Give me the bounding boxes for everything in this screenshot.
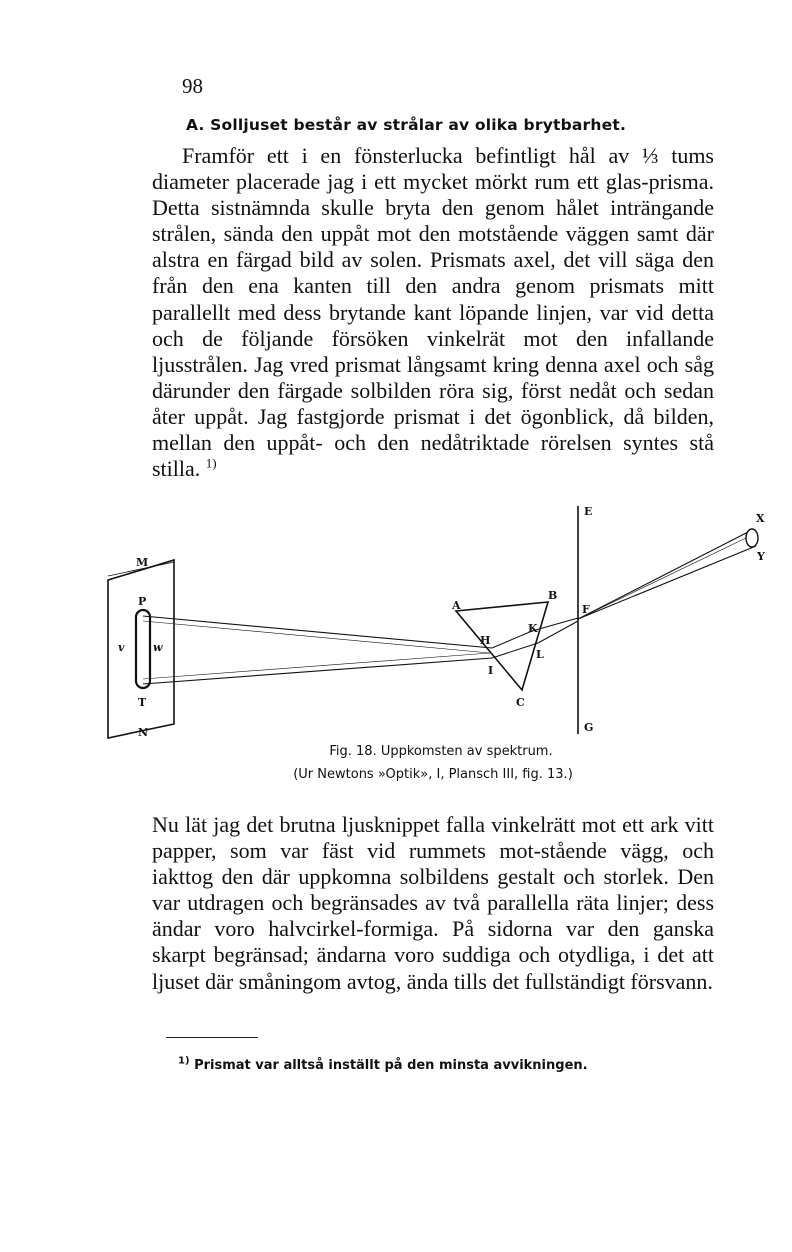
label-h: H xyxy=(480,634,491,647)
label-k: K xyxy=(528,622,538,635)
label-m: M xyxy=(136,556,149,569)
label-w: w xyxy=(153,641,163,654)
label-b: B xyxy=(548,589,558,602)
section-heading: A. Solljuset består av strålar av olika brytbarhet. xyxy=(186,116,627,134)
paragraph-2: Nu lät jag det brutna ljusknippet falla vinkelrätt mot ett ark vitt papper, som var fäst vid rummets mot-stående vägg, och iakttog den där uppkomna solbildens gestalt och storlek. Den var utdragen och begränsades av två parallella räta linjer; dess ändar voro halvcirkel-formiga. På sidorna var den ganska skarpt begränsad; ändarna voro suddiga och otydliga, i det att ljuset där småningom avtog, ända tills det fullständigt försvann. xyxy=(152,812,714,994)
spectrum-image-xy xyxy=(746,529,758,547)
footnote-text: Prismat var alltså inställt på den minsta avvikningen. xyxy=(194,1058,588,1073)
ray-fx-2 xyxy=(578,538,746,619)
ray-inside-1 xyxy=(492,631,532,648)
label-n: N xyxy=(138,726,149,739)
label-a: A xyxy=(452,599,461,612)
ray-lower xyxy=(143,658,492,684)
label-v: v xyxy=(118,641,125,654)
label-c: C xyxy=(516,696,525,709)
label-x: X xyxy=(756,512,765,525)
label-i: I xyxy=(488,664,494,677)
footnote-mark: 1) xyxy=(178,1055,190,1067)
ray-upper-2 xyxy=(143,621,490,653)
label-g: G xyxy=(584,721,594,734)
label-l: L xyxy=(536,648,544,661)
ray-lower-2 xyxy=(143,653,490,679)
ray-out-2 xyxy=(538,621,578,643)
figure-source: (Ur Newtons »Optik», I, Plansch III, fig. 13.) xyxy=(293,767,573,782)
figure-18-diagram xyxy=(100,498,780,743)
footnote xyxy=(178,1055,588,1073)
label-f: F xyxy=(582,603,590,616)
page-number: 98 xyxy=(182,74,203,98)
footnote-divider xyxy=(166,1037,258,1038)
label-t: T xyxy=(138,696,147,709)
paragraph-1-text: Framför ett i en fönsterlucka befintligt hål av ⅓ tums diameter placerade jag i ett mycket mörkt rum ett glas-prisma. Detta sistnämnda skulle bryta den genom hålet inträngande strålen, sända den uppåt mot den motstående väggen samt där alstra en färgad bild av solen. Prismats axel, det vill säga den från den ena kanten till den andra genom prismats mitt parallellt med dess brytande kant löpande linjen, var vid detta och de följande försöken vinkelrät mot den infallande ljusstrålen. Jag vred prismat långsamt kring denna axel och såg därunder den färgade solbilden röra sig, först nedåt och sedan åter uppåt. Jag fastgjorde prismat i det ögonblick, då bilden, mellan den uppåt- och den nedåtriktade rörelsen syntes stå stilla. xyxy=(152,143,714,482)
label-p: P xyxy=(138,595,147,608)
figure-caption: Fig. 18. Uppkomsten av spektrum. xyxy=(329,744,553,759)
ray-fy xyxy=(578,546,756,619)
footnote-reference: 1) xyxy=(205,455,217,471)
paragraph-1 xyxy=(152,143,714,482)
ray-upper xyxy=(143,616,492,648)
label-e: E xyxy=(584,505,593,518)
ray-fx xyxy=(578,530,752,619)
label-y: Y xyxy=(757,550,765,563)
